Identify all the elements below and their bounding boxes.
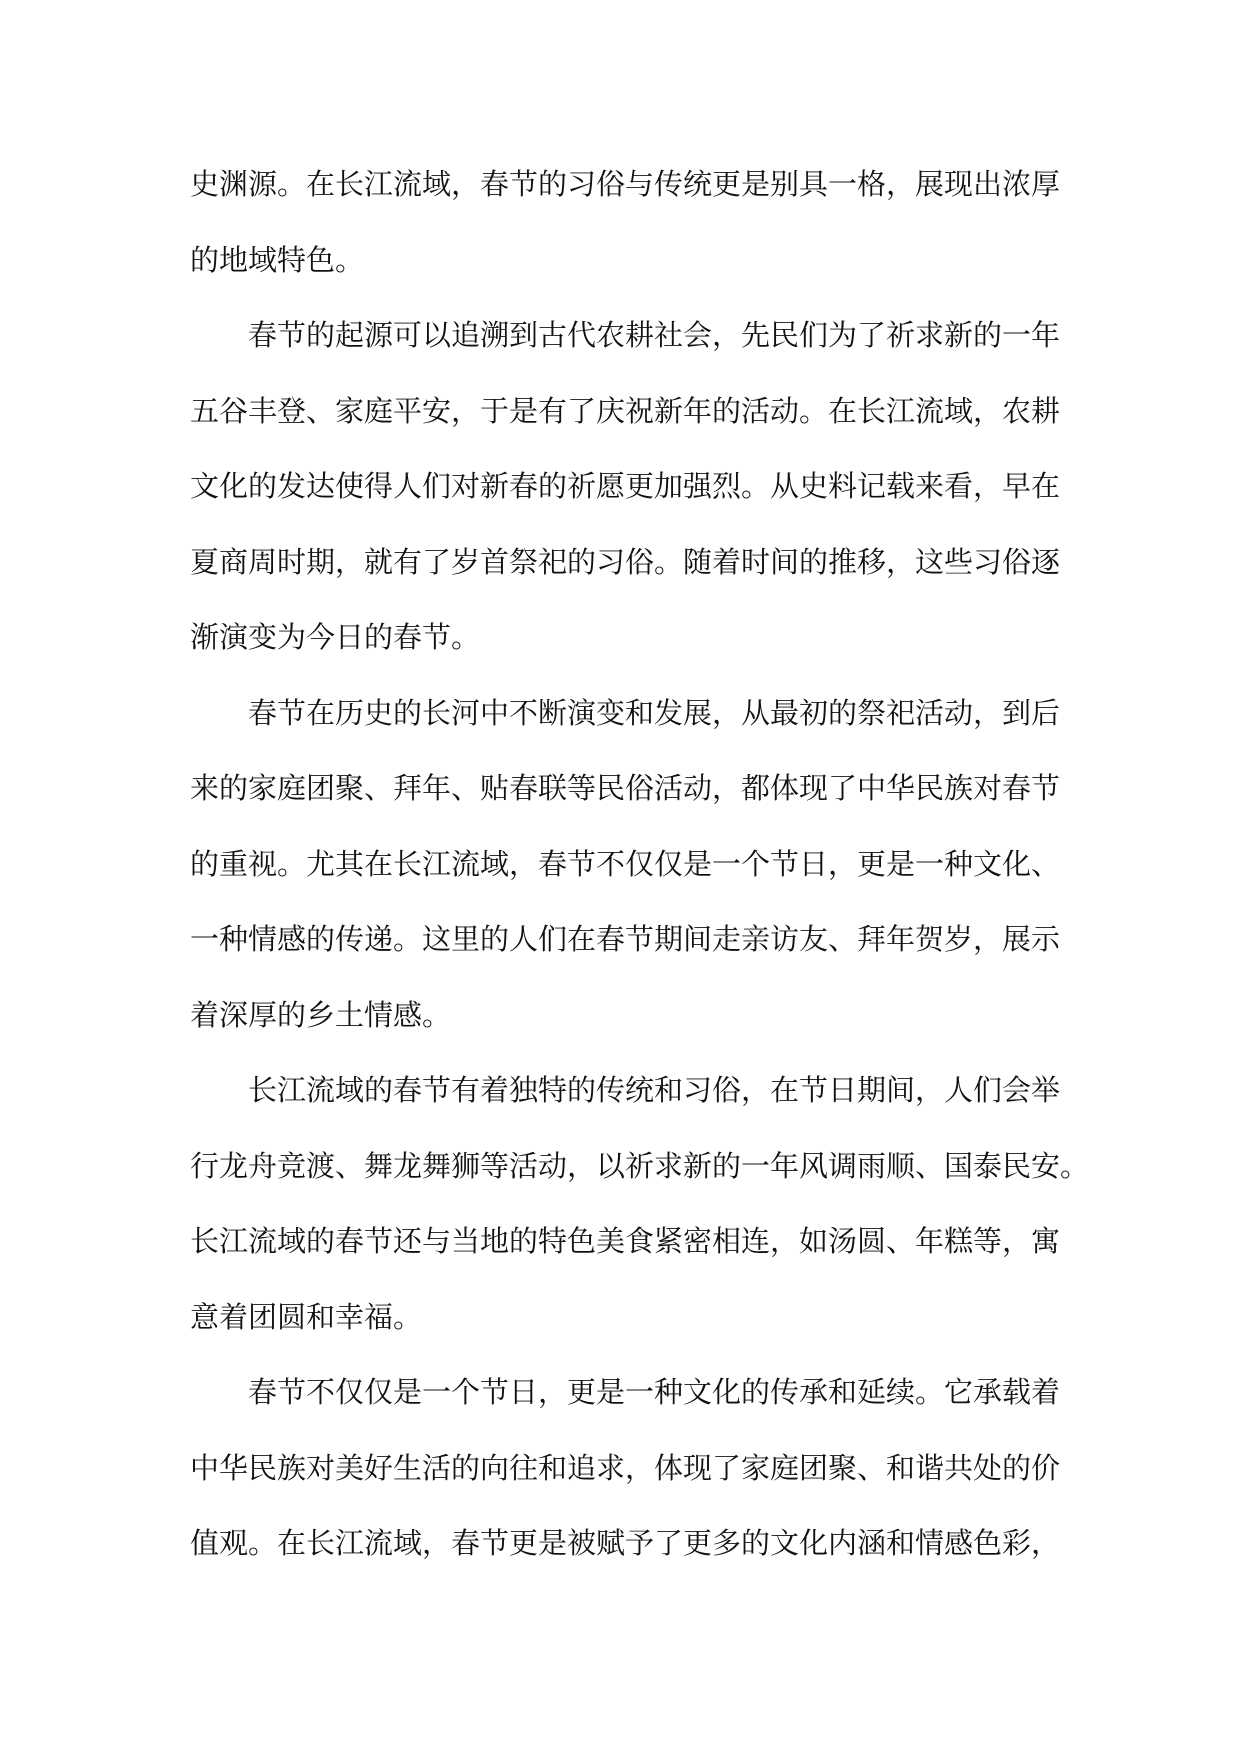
text-line: 春节不仅仅是一个节日，更是一种文化的传承和延续。它承载着 xyxy=(248,1375,1061,1409)
text-line: 夏商周时期，就有了岁首祭祀的习俗。随着时间的推移，这些习俗逐 xyxy=(190,544,1061,579)
text-line: 中华民族对美好生活的向往和追求，体现了家庭团聚、和谐共处的价 xyxy=(190,1450,1061,1485)
document-body xyxy=(190,147,1090,1582)
text-line: 的重视。尤其在长江流域，春节不仅仅是一个节日，更是一种文化、 xyxy=(190,846,1061,881)
text-line: 着深厚的乡土情感。 xyxy=(190,997,452,1032)
text-line: 行龙舟竞渡、舞龙舞狮等活动，以祈求新的一年风调雨顺、国泰民安。 xyxy=(190,1148,1090,1183)
text-line: 值观。在长江流域，春节更是被赋予了更多的文化内涵和情感色彩， xyxy=(190,1526,1061,1560)
paragraph xyxy=(190,298,1060,676)
text-line: 一种情感的传递。这里的人们在春节期间走亲访友、拜年贺岁，展示 xyxy=(190,922,1061,956)
text-line: 长江流域的春节有着独特的传统和习俗，在节日期间，人们会举 xyxy=(248,1073,1061,1107)
text-line: 的地域特色。 xyxy=(190,242,365,277)
paragraph xyxy=(190,1355,1060,1582)
text-line: 渐演变为今日的春节。 xyxy=(190,620,481,654)
text-line: 来的家庭团聚、拜年、贴春联等民俗活动，都体现了中华民族对春节 xyxy=(190,771,1061,805)
text-line: 意着团圆和幸福。 xyxy=(190,1299,423,1334)
paragraph xyxy=(190,676,1060,1054)
text-line: 文化的发达使得人们对新春的祈愿更加强烈。从史料记载来看，早在 xyxy=(190,469,1061,503)
paragraph xyxy=(190,1053,1090,1355)
text-line: 史渊源。在长江流域，春节的习俗与传统更是别具一格，展现出浓厚 xyxy=(190,167,1061,201)
text-line: 五谷丰登、家庭平安，于是有了庆祝新年的活动。在长江流域，农耕 xyxy=(190,393,1061,428)
text-line: 长江流域的春节还与当地的特色美食紧密相连，如汤圆、年糕等，寓 xyxy=(190,1224,1061,1258)
paragraph xyxy=(190,147,1060,298)
text-line: 春节在历史的长河中不断演变和发展，从最初的祭祀活动，到后 xyxy=(248,695,1061,730)
text-line: 春节的起源可以追溯到古代农耕社会，先民们为了祈求新的一年 xyxy=(248,318,1061,352)
